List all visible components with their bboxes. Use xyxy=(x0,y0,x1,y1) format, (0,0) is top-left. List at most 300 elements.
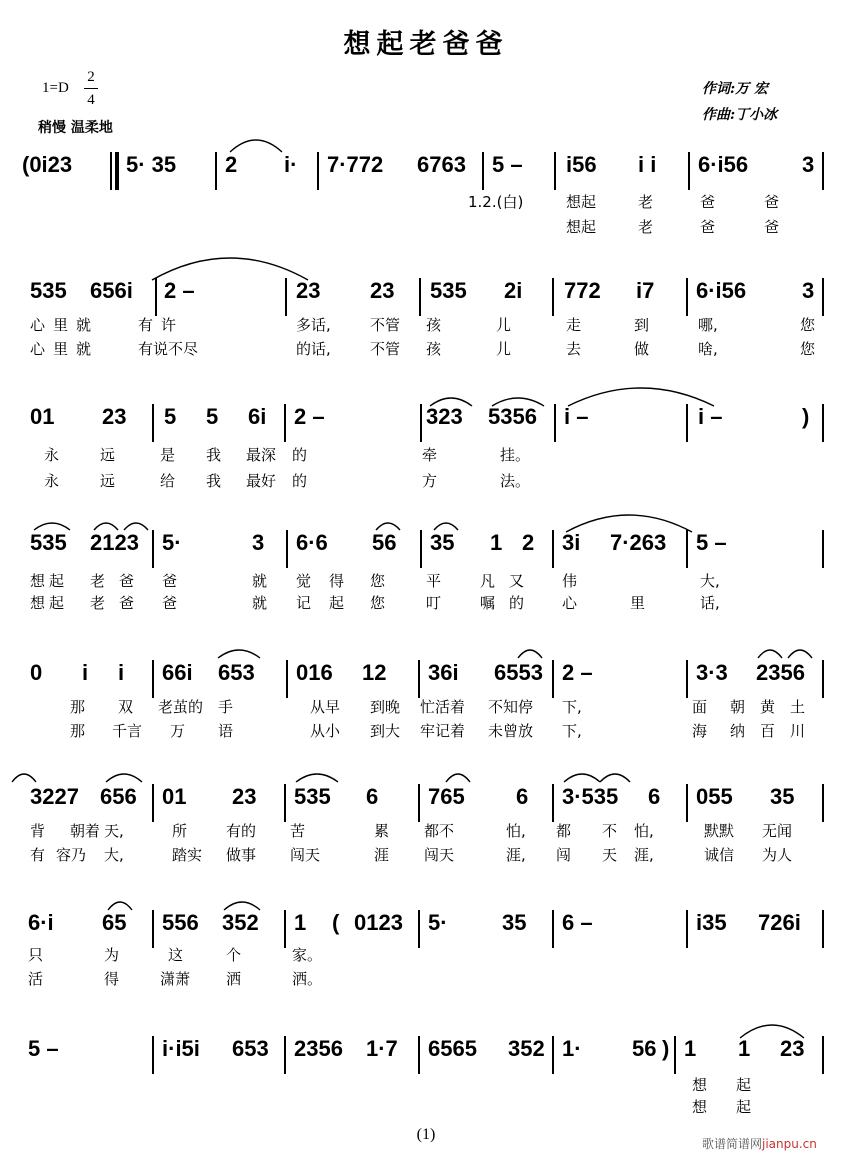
lyric: 我 xyxy=(206,472,222,490)
note-group: 12 xyxy=(362,660,387,685)
key-signature: 1=D xyxy=(42,80,69,96)
lyric: 都不 xyxy=(424,822,455,840)
note-group: 35 xyxy=(770,784,795,809)
lyric: 无闻 xyxy=(762,822,793,840)
lyric: 双 xyxy=(118,698,134,716)
lyric: 得 xyxy=(104,970,120,988)
note-group: 2 – xyxy=(164,278,195,303)
note-group: 2 xyxy=(225,152,238,177)
slur xyxy=(228,132,284,154)
lyric: 有许 xyxy=(138,316,185,334)
note-group: 352 xyxy=(508,1036,545,1061)
barline xyxy=(482,152,484,190)
lyric: 想起 xyxy=(30,594,69,612)
note-group: 6·i56 xyxy=(696,278,747,303)
note-group: 6i xyxy=(248,404,267,429)
lyric: 下, xyxy=(562,722,582,740)
lyric: 百 xyxy=(760,722,776,740)
lyric: 您 xyxy=(370,594,386,612)
barline xyxy=(215,152,217,190)
note-group: 5 – xyxy=(492,152,523,177)
lyric: 为人 xyxy=(762,846,793,864)
note-group: i xyxy=(118,660,125,685)
lyric: 怕, xyxy=(634,822,654,840)
note-group: 055 xyxy=(696,784,733,809)
slur xyxy=(428,392,474,408)
note-group: 6763 xyxy=(417,152,466,177)
note-group: 5356 xyxy=(488,404,537,429)
lyric: 语 xyxy=(218,722,234,740)
lyric: 的话, xyxy=(296,340,331,358)
slur xyxy=(104,768,144,784)
note-group: 653 xyxy=(218,660,255,685)
note-group: 23 xyxy=(102,404,127,429)
barline xyxy=(419,278,421,316)
lyric: 爸 xyxy=(162,572,178,590)
barline xyxy=(552,278,554,316)
lyric: 老 xyxy=(638,193,654,211)
slur xyxy=(432,518,460,532)
lyric: 走 xyxy=(566,316,582,334)
lyric: 爸 xyxy=(700,193,716,211)
barline xyxy=(152,660,154,698)
lyric: 个 xyxy=(226,946,242,964)
note-group: 5· 35 xyxy=(126,152,177,177)
note-group: 765 xyxy=(428,784,465,809)
lyric: 爸 xyxy=(162,594,178,612)
lyric: 牢记着 xyxy=(420,722,466,740)
lyric: 不 xyxy=(602,822,618,840)
note-group: 35 xyxy=(502,910,527,935)
barline xyxy=(286,660,288,698)
barline xyxy=(284,784,286,822)
system-5-notes xyxy=(22,660,832,698)
slur xyxy=(216,644,262,660)
note-group: 1·7 xyxy=(366,1036,398,1061)
note-group: 1 xyxy=(684,1036,697,1061)
barline xyxy=(552,1036,554,1074)
lyric: 踏实 xyxy=(172,846,203,864)
lyric: 闯天 xyxy=(424,846,455,864)
note-group: i – xyxy=(698,404,723,429)
note-group: 726i xyxy=(758,910,801,935)
slur xyxy=(516,644,544,660)
slur xyxy=(294,768,340,784)
lyric: 天, xyxy=(104,822,124,840)
note-group: 656 xyxy=(100,784,137,809)
note-group: 5· xyxy=(162,530,182,555)
system-7-notes xyxy=(22,910,832,948)
lyric: 累 xyxy=(374,822,390,840)
lyric: 多话, xyxy=(296,316,331,334)
barline xyxy=(152,784,154,822)
lyric: 土 xyxy=(790,698,806,716)
note-group: 56 xyxy=(632,1036,657,1061)
note-group: 3 xyxy=(252,530,265,555)
barline xyxy=(286,530,288,568)
system-3-notes xyxy=(22,404,832,442)
lyric: 苦 xyxy=(290,822,306,840)
note-group: i35 xyxy=(696,910,727,935)
lyric: 爸 xyxy=(764,218,780,236)
note-group: 3227 xyxy=(30,784,79,809)
note-group: 5 – xyxy=(28,1036,59,1061)
note-group: 352 xyxy=(222,910,259,935)
barline xyxy=(552,784,554,822)
note-group: 23 xyxy=(296,278,321,303)
tempo-marking: 稍慢 温柔地 xyxy=(38,120,113,136)
lyric: 平 xyxy=(426,572,442,590)
lyric: 话, xyxy=(700,594,720,612)
barline xyxy=(418,910,420,948)
lyric: 到晚 xyxy=(370,698,401,716)
page-number: (1) xyxy=(416,1126,436,1143)
lyric: 啥, xyxy=(698,340,718,358)
lyric: 忙活着 xyxy=(420,698,466,716)
barline xyxy=(686,910,688,948)
lyric: 有的 xyxy=(226,822,257,840)
lyric: 洒 xyxy=(226,970,242,988)
lyric: 方 xyxy=(422,472,438,490)
slur xyxy=(222,896,262,912)
barline xyxy=(152,910,154,948)
barline xyxy=(552,660,554,698)
lyric: 有说不尽 xyxy=(138,340,199,358)
lyric: 怕, xyxy=(506,822,526,840)
barline xyxy=(420,530,422,568)
note-group: i i xyxy=(638,152,657,177)
lyric: 就 xyxy=(252,594,268,612)
note-group: 6553 xyxy=(494,660,543,685)
lyric: 给 xyxy=(160,472,176,490)
note-group: 5· xyxy=(428,910,448,935)
note-group: 535 xyxy=(30,530,67,555)
lyric: 涯 xyxy=(374,846,390,864)
lyric: 不知停 xyxy=(488,698,534,716)
lyric: 家。 xyxy=(292,946,323,964)
note-group: 23 xyxy=(370,278,395,303)
note-group: 6·6 xyxy=(296,530,328,555)
note-group: 6 xyxy=(648,784,661,809)
note-group: i· xyxy=(284,152,298,177)
note-group: 3 xyxy=(802,278,815,303)
watermark-domain: jianpu.cn xyxy=(762,1137,817,1151)
lyric: 潇萧 xyxy=(160,970,191,988)
note-group: 23 xyxy=(780,1036,805,1061)
barline xyxy=(822,1036,824,1074)
note-group: ) xyxy=(662,1036,670,1061)
note-group: 6 xyxy=(516,784,529,809)
lyric: 心里就 xyxy=(30,316,100,334)
note-group: 56 xyxy=(372,530,397,555)
barline xyxy=(822,152,824,190)
lyric: 记起 xyxy=(296,594,363,612)
system-8-notes xyxy=(22,1036,832,1074)
lyric: 是 xyxy=(160,446,176,464)
time-signature xyxy=(84,66,98,111)
note-group: 6 – xyxy=(562,910,593,935)
note-group: 35 xyxy=(430,530,455,555)
barline xyxy=(554,404,556,442)
lyric: 大, xyxy=(104,846,124,864)
note-group: 7·772 xyxy=(327,152,384,177)
note-group: 6565 xyxy=(428,1036,477,1061)
note-group: 2 – xyxy=(562,660,593,685)
lyric: 纳 xyxy=(730,722,746,740)
note-group: 656i xyxy=(90,278,133,303)
note-group: 1 xyxy=(294,910,307,935)
slur xyxy=(562,768,602,784)
lyric: 那 xyxy=(70,722,86,740)
note-group: 65 xyxy=(102,910,127,935)
barline xyxy=(686,784,688,822)
lyric: 孩 xyxy=(426,316,442,334)
lyric: 川 xyxy=(790,722,806,740)
lyric: 未曾放 xyxy=(488,722,534,740)
barline xyxy=(552,530,554,568)
lyric: 活 xyxy=(28,970,44,988)
lyric: 背 xyxy=(30,822,46,840)
barline xyxy=(822,530,824,568)
lyric: 您 xyxy=(800,340,816,358)
lyric: 起 xyxy=(736,1098,752,1116)
note-group: 2356 xyxy=(294,1036,343,1061)
barline xyxy=(822,784,824,822)
note-group: 535 xyxy=(430,278,467,303)
lyric: 那 xyxy=(70,698,86,716)
site-watermark xyxy=(702,1135,817,1152)
barline xyxy=(552,910,554,948)
lyric: 爸 xyxy=(700,218,716,236)
note-group: 2123 xyxy=(90,530,139,555)
slur xyxy=(32,518,72,532)
barline xyxy=(418,1036,420,1074)
lyric: 起 xyxy=(736,1076,752,1094)
lyric: 黄 xyxy=(760,698,776,716)
barline xyxy=(686,660,688,698)
lyric: 海 xyxy=(692,722,708,740)
lyric: 儿 xyxy=(496,340,512,358)
note-group: 7·263 xyxy=(610,530,667,555)
note-group: 23 xyxy=(232,784,257,809)
slur xyxy=(564,506,694,534)
note-group: 36i xyxy=(428,660,459,685)
slur xyxy=(106,896,134,912)
lyric: 千言 xyxy=(112,722,143,740)
lyric: 的 xyxy=(292,446,308,464)
lyric: 永 xyxy=(44,472,60,490)
note-group: 5 – xyxy=(696,530,727,555)
system-1-notes xyxy=(22,152,832,190)
lyric: 里 xyxy=(630,594,646,612)
barline xyxy=(284,1036,286,1074)
lyric: 去 xyxy=(566,340,582,358)
note-group: 535 xyxy=(294,784,331,809)
note-group: 535 xyxy=(30,278,67,303)
lyric: 大, xyxy=(700,572,720,590)
note-group: i – xyxy=(564,404,589,429)
lyric: 心里就 xyxy=(30,340,100,358)
note-group: 6 xyxy=(366,784,379,809)
slur xyxy=(374,518,402,532)
note-group: 556 xyxy=(162,910,199,935)
lyric: 觉得 xyxy=(296,572,363,590)
barline xyxy=(822,660,824,698)
note-group: 323 xyxy=(426,404,463,429)
slur xyxy=(738,1018,806,1040)
lyric: 涯, xyxy=(634,846,654,864)
song-title: 想起老爸爸 xyxy=(343,29,509,60)
lyric: 叮 xyxy=(426,594,442,612)
slur xyxy=(598,768,632,784)
lyric: 到大 xyxy=(370,722,401,740)
note-group: 0123 xyxy=(354,910,403,935)
lyric: 伟 xyxy=(562,572,578,590)
note-group: 01 xyxy=(30,404,55,429)
lyric: 的 xyxy=(292,472,308,490)
lyric: 涯, xyxy=(506,846,526,864)
lyric: 我 xyxy=(206,446,222,464)
slur xyxy=(490,392,546,408)
lyric: 最深 xyxy=(246,446,277,464)
lyric: 儿 xyxy=(496,316,512,334)
barline xyxy=(420,404,422,442)
barline xyxy=(822,910,824,948)
note-group: 6·i xyxy=(28,910,54,935)
lyric: 想起 xyxy=(566,218,597,236)
slur xyxy=(786,644,814,660)
barline xyxy=(110,152,112,190)
barline xyxy=(152,1036,154,1074)
time-signature-top: 2 xyxy=(87,69,95,85)
barline xyxy=(674,1036,676,1074)
note-group: 3i xyxy=(562,530,581,555)
lyric: 闯 xyxy=(556,846,572,864)
lyric: 做事 xyxy=(226,846,257,864)
note-group: 66i xyxy=(162,660,193,685)
lyric: 不管 xyxy=(370,340,401,358)
lyric: 做 xyxy=(634,340,650,358)
lyric: 默默 xyxy=(704,822,735,840)
lyric: 只 xyxy=(28,946,44,964)
note-group: 1 xyxy=(738,1036,751,1061)
lyric: 就 xyxy=(252,572,268,590)
lyric: 都 xyxy=(556,822,572,840)
lyricist-credit: 作词:万 宏 xyxy=(702,81,769,97)
barline xyxy=(554,152,556,190)
lyric: 您 xyxy=(800,316,816,334)
watermark-prefix: 歌谱简谱网 xyxy=(702,1137,763,1151)
lyric: 法。 xyxy=(500,472,531,490)
lyric: 您 xyxy=(370,572,386,590)
lyric: 下, xyxy=(562,698,582,716)
barline xyxy=(688,152,690,190)
lyric: 想起 xyxy=(30,572,69,590)
barline xyxy=(686,404,688,442)
barline xyxy=(152,404,154,442)
barline xyxy=(284,910,286,948)
lyric: 这 xyxy=(168,946,184,964)
barline xyxy=(822,404,824,442)
lyric: 老爸 xyxy=(90,572,149,590)
lyric: 洒。 xyxy=(292,970,323,988)
lyric: 1.2.(白) xyxy=(468,193,524,211)
note-group: 3 xyxy=(802,152,815,177)
note-group: 6·i56 xyxy=(698,152,749,177)
lyric: 牵 xyxy=(422,446,438,464)
note-group: 2 xyxy=(522,530,535,555)
note-group: 5 xyxy=(164,404,177,429)
barline xyxy=(152,530,154,568)
slur xyxy=(444,768,472,784)
lyric: 面 xyxy=(692,698,708,716)
lyric: 凡又 xyxy=(480,572,539,590)
lyric: 永 xyxy=(44,446,60,464)
note-group: 2 – xyxy=(294,404,325,429)
barline xyxy=(284,404,286,442)
lyric: 心 xyxy=(562,594,578,612)
lyric: 嘱的 xyxy=(480,594,539,612)
note-group: 016 xyxy=(296,660,333,685)
note-group: 653 xyxy=(232,1036,269,1061)
note-group: 3·535 xyxy=(562,784,619,809)
lyric: 远 xyxy=(100,446,116,464)
note-group: i xyxy=(82,660,89,685)
lyric: 有 xyxy=(30,846,46,864)
composer-credit: 作曲:丁小冰 xyxy=(702,107,778,123)
barline xyxy=(285,278,287,316)
note-group: (0i23 xyxy=(22,152,73,177)
note-group: 1· xyxy=(562,1036,582,1061)
lyric: 到 xyxy=(634,316,650,334)
lyric: 哪, xyxy=(698,316,718,334)
repeat-barline xyxy=(115,152,119,190)
barline xyxy=(155,278,157,316)
note-group: i·i5i xyxy=(162,1036,200,1061)
note-group: i56 xyxy=(566,152,597,177)
lyric: 从小 xyxy=(310,722,341,740)
lyric: 容乃 xyxy=(56,846,87,864)
note-group: ) xyxy=(802,404,810,429)
barline xyxy=(317,152,319,190)
slur xyxy=(92,518,120,532)
lyric: 所 xyxy=(172,822,188,840)
note-group: 5 xyxy=(206,404,219,429)
time-signature-bottom: 4 xyxy=(87,92,95,108)
lyric: 手 xyxy=(218,698,234,716)
lyric: 朝 xyxy=(730,698,746,716)
system-2-notes xyxy=(22,278,832,316)
lyric: 挂。 xyxy=(500,446,531,464)
lyric: 诚信 xyxy=(704,846,735,864)
lyric: 从早 xyxy=(310,698,341,716)
lyric: 想 xyxy=(692,1076,708,1094)
note-group: 2356 xyxy=(756,660,805,685)
slur xyxy=(756,644,784,660)
note-group: 3·3 xyxy=(696,660,728,685)
barline xyxy=(686,278,688,316)
lyric: 天 xyxy=(602,846,618,864)
lyric: 想 xyxy=(692,1098,708,1116)
lyric: 孩 xyxy=(426,340,442,358)
system-6-notes xyxy=(22,784,832,822)
barline xyxy=(418,660,420,698)
note-group: 772 xyxy=(564,278,601,303)
barline xyxy=(686,530,688,568)
note-group: 01 xyxy=(162,784,187,809)
slur xyxy=(122,518,150,532)
note-group: 0 xyxy=(30,660,43,685)
